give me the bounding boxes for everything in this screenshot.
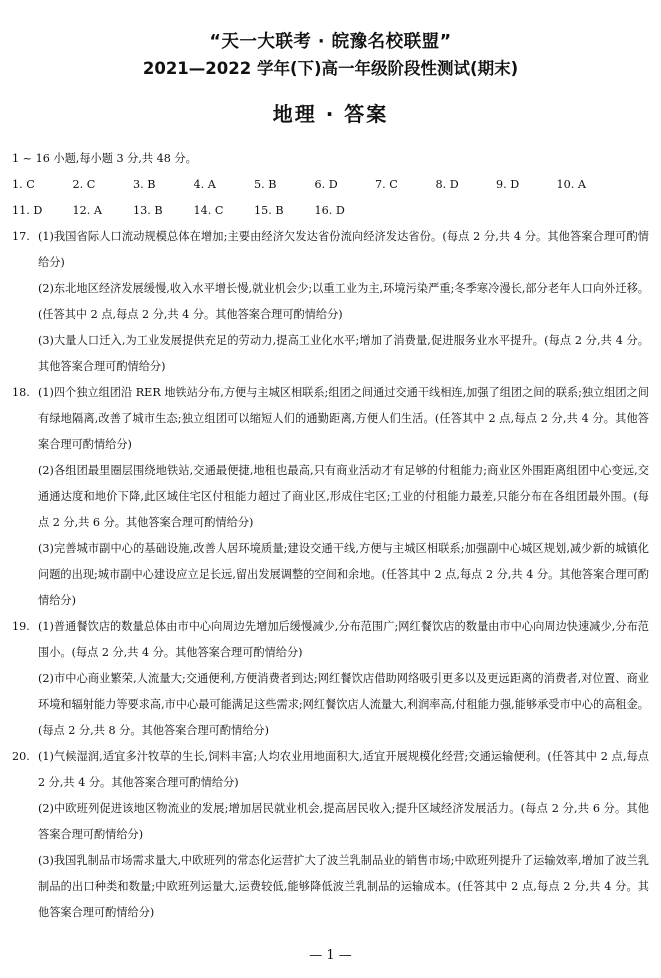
choice-answers-row-1	[12, 172, 649, 198]
question-number: 18.	[12, 386, 30, 399]
choice-answer: 3. B	[133, 178, 156, 191]
choice-answer: 14. C	[193, 204, 224, 217]
choice-answer: 5. B	[254, 178, 277, 191]
choice-answer: 11. D	[12, 204, 43, 217]
answer-part: (3)完善城市副中心的基础设施,改善人居环境质量;建设交通干线,方便与主城区相联系;加强副中心城区规划,减少新的城镇化问题的出现;城市副中心建设应立足长远,留出发展调整的空间和余地。(任答其中 2 点,每点 2 分,共 4 分。其他答案合理可酌情给分)	[38, 542, 649, 607]
answer-part: (2)中欧班列促进该地区物流业的发展;增加居民就业机会,提高居民收入;提升区域经济发展活力。(每点 2 分,共 6 分。其他答案合理可酌情给分)	[38, 802, 649, 841]
exam-series-title: “天一大联考 · 皖豫名校联盟”	[209, 32, 452, 52]
exam-term-title: 2021—2022 学年(下)高一年级阶段性测试(期末)	[142, 59, 519, 78]
choice-answer: 16. D	[314, 204, 345, 217]
choice-answer: 13. B	[133, 204, 163, 217]
answer-part: (2)市中心商业繁荣,人流量大;交通便利,方便消费者到达;网红餐饮店借助网络吸引更多以及更远距离的消费者,对位置、商业环境和辐射能力等要求高,市中心最可能满足这些需求;网红餐饮店人流量大,利润率高,付租能力强,能够承受市中心的高租金。(每点 2 分,共 8 分。其他答案合理可酌情给分)	[38, 672, 649, 737]
choice-answer: 7. C	[375, 178, 398, 191]
answer-content	[12, 146, 649, 926]
question-number: 17.	[12, 230, 30, 243]
answer-part: (1)我国省际人口流动规模总体在增加;主要由经济欠发达省份流向经济发达省份。(每点 2 分,共 4 分。其他答案合理可酌情给分)	[38, 230, 649, 269]
choice-answer: 1. C	[12, 178, 35, 191]
answer-part: (1)普通餐饮店的数量总体由市中心向周边先增加后缓慢减少,分布范围广;网红餐饮店的数量由市中心向周边快速减少,分布范围小。(每点 2 分,共 4 分。其他答案合理可酌情给分)	[38, 620, 649, 659]
choice-answer: 12. A	[72, 204, 102, 217]
answer-part: (3)大量人口迁入,为工业发展提供充足的劳动力,提高工业化水平;增加了消费量,促进服务业水平提升。(每点 2 分,共 4 分。其他答案合理可酌情给分)	[38, 334, 649, 373]
choice-answers-row-2	[12, 198, 649, 224]
question-number: 19.	[12, 620, 30, 633]
choice-answer: 9. D	[496, 178, 520, 191]
answer-part: (3)我国乳制品市场需求量大,中欧班列的常态化运营扩大了波兰乳制品业的销售市场;中欧班列提升了运输效率,增加了波兰乳制品的出口种类和数量;中欧班列运量大,运费较低,能够降低波兰乳制品的运输成本。(任答其中 2 点,每点 2 分,共 4 分。其他答案合理可酌情给分)	[38, 854, 649, 919]
choice-answer: 6. D	[314, 178, 338, 191]
question-19	[12, 614, 649, 744]
choice-intro: 1 ~ 16 小题,每小题 3 分,共 48 分。	[12, 152, 197, 165]
question-20	[12, 744, 649, 926]
choice-answer: 15. B	[254, 204, 284, 217]
choice-answer: 8. D	[435, 178, 459, 191]
page-number: — 1 —	[309, 948, 352, 963]
choice-answer: 4. A	[193, 178, 216, 191]
answer-part: (1)气候湿润,适宜多汁牧草的生长,饲料丰富;人均农业用地面积大,适宜开展规模化经营;交通运输便利。(任答其中 2 点,每点 2 分,共 4 分。其他答案合理可酌情给分)	[38, 750, 649, 789]
choice-answer: 10. A	[556, 178, 586, 191]
choice-answer: 2. C	[72, 178, 96, 191]
question-18	[12, 380, 649, 614]
answer-part: (1)四个独立组团沿 RER 地铁站分布,方便与主城区相联系;组团之间通过交通干线相连,加强了组团之间的联系;独立组团之间有绿地隔离,改善了城市生态;独立组团可以缩短人们的通勤距离,方便人们生活。(任答其中 2 点,每点 2 分,共 4 分。其他答案合理可酌情给分)	[38, 386, 649, 451]
question-number: 20.	[12, 750, 30, 763]
question-17	[12, 224, 649, 380]
answer-part: (2)各组团最里圈层围绕地铁站,交通最便捷,地租也最高,只有商业活动才有足够的付租能力;商业区外围距离组团中心变远,交通通达度和地价下降,此区域住宅区付租能力超过了商业区,形成住宅区;工业的付租能力最差,只能分布在各组团最外围。(每点 2 分,共 6 分。其他答案合理可酌情给分)	[38, 464, 649, 529]
subject-title: 地理 · 答案	[272, 102, 389, 126]
answer-part: (2)东北地区经济发展缓慢,收入水平增长慢,就业机会少;以重工业为主,环境污染严重;冬季寒冷漫长,部分老年人口向外迁移。(任答其中 2 点,每点 2 分,共 4 分。其他答案合理可酌情给分)	[38, 282, 649, 321]
